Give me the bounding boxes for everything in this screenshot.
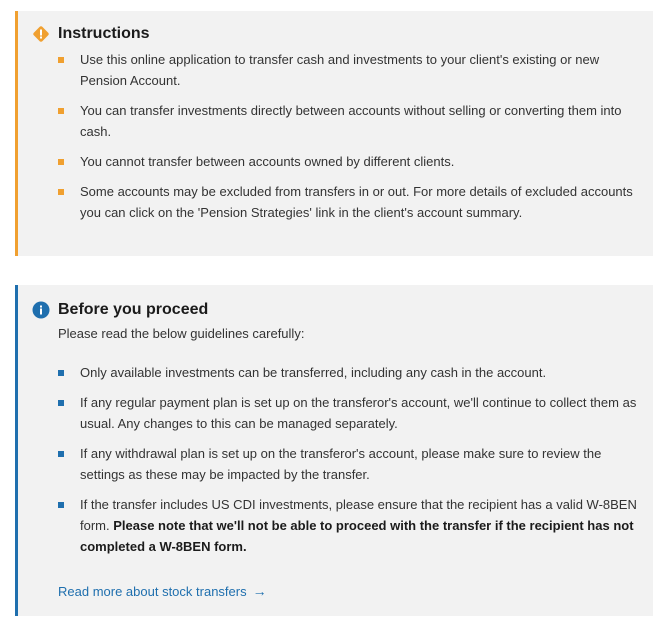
- before-you-proceed-panel: [15, 285, 653, 616]
- proceed-intro: Please read the below guidelines carefully:: [58, 326, 305, 341]
- read-more-link-label: Read more about stock transfers: [58, 583, 247, 599]
- list-item-text: If the transfer includes US CDI investments, please ensure that the recipient has a valid W-8BEN form.: [80, 497, 637, 533]
- proceed-title: Before you proceed: [58, 301, 209, 318]
- list-item-text: You cannot transfer between accounts owned by different clients.: [80, 154, 455, 169]
- list-item: [58, 392, 643, 434]
- list-item: [58, 362, 643, 383]
- warning-diamond-icon: [32, 25, 50, 43]
- instructions-panel: [15, 11, 653, 256]
- instructions-title: Instructions: [58, 25, 150, 42]
- read-more-stock-transfers-link[interactable]: [58, 583, 267, 599]
- bullet-square: [58, 451, 64, 457]
- list-item: [58, 494, 643, 557]
- list-item-text: If any regular payment plan is set up on the transferor's account, we'll continue to collect them as usual. Any changes to this can be managed separately.: [80, 395, 637, 431]
- instructions-header: [32, 25, 150, 43]
- list-item: [58, 181, 643, 223]
- instructions-list: [58, 49, 643, 223]
- arrow-right-icon: →: [252, 583, 267, 599]
- list-item: [58, 151, 643, 172]
- list-item-text: Use this online application to transfer cash and investments to your client's existing or new Pension Account.: [80, 52, 600, 88]
- list-item: [58, 49, 643, 91]
- bullet-square: [58, 370, 64, 376]
- list-item-text: If any withdrawal plan is set up on the transferor's account, please make sure to review the settings as these may be impacted by the transfer.: [80, 446, 602, 482]
- bullet-square: [58, 502, 64, 508]
- bullet-square: [58, 400, 64, 406]
- proceed-header: [32, 301, 208, 319]
- bullet-square: [58, 57, 64, 63]
- list-item: [58, 100, 643, 142]
- proceed-list: [58, 362, 643, 557]
- bullet-square: [58, 108, 64, 114]
- list-item-text: Some accounts may be excluded from transfers in or out. For more details of excluded accounts you can click on the 'Pension Strategies' link in the client's account summary.: [80, 184, 633, 220]
- list-item-text: Only available investments can be transferred, including any cash in the account.: [80, 365, 547, 380]
- w8ben-warning-text: Please note that we'll not be able to proceed with the transfer if the recipient has not completed a W-8BEN form.: [80, 518, 634, 554]
- info-circle-icon: [32, 301, 50, 319]
- bullet-square: [58, 159, 64, 165]
- list-item-text: You can transfer investments directly between accounts without selling or converting them into cash.: [80, 103, 622, 139]
- bullet-square: [58, 189, 64, 195]
- list-item: [58, 443, 643, 485]
